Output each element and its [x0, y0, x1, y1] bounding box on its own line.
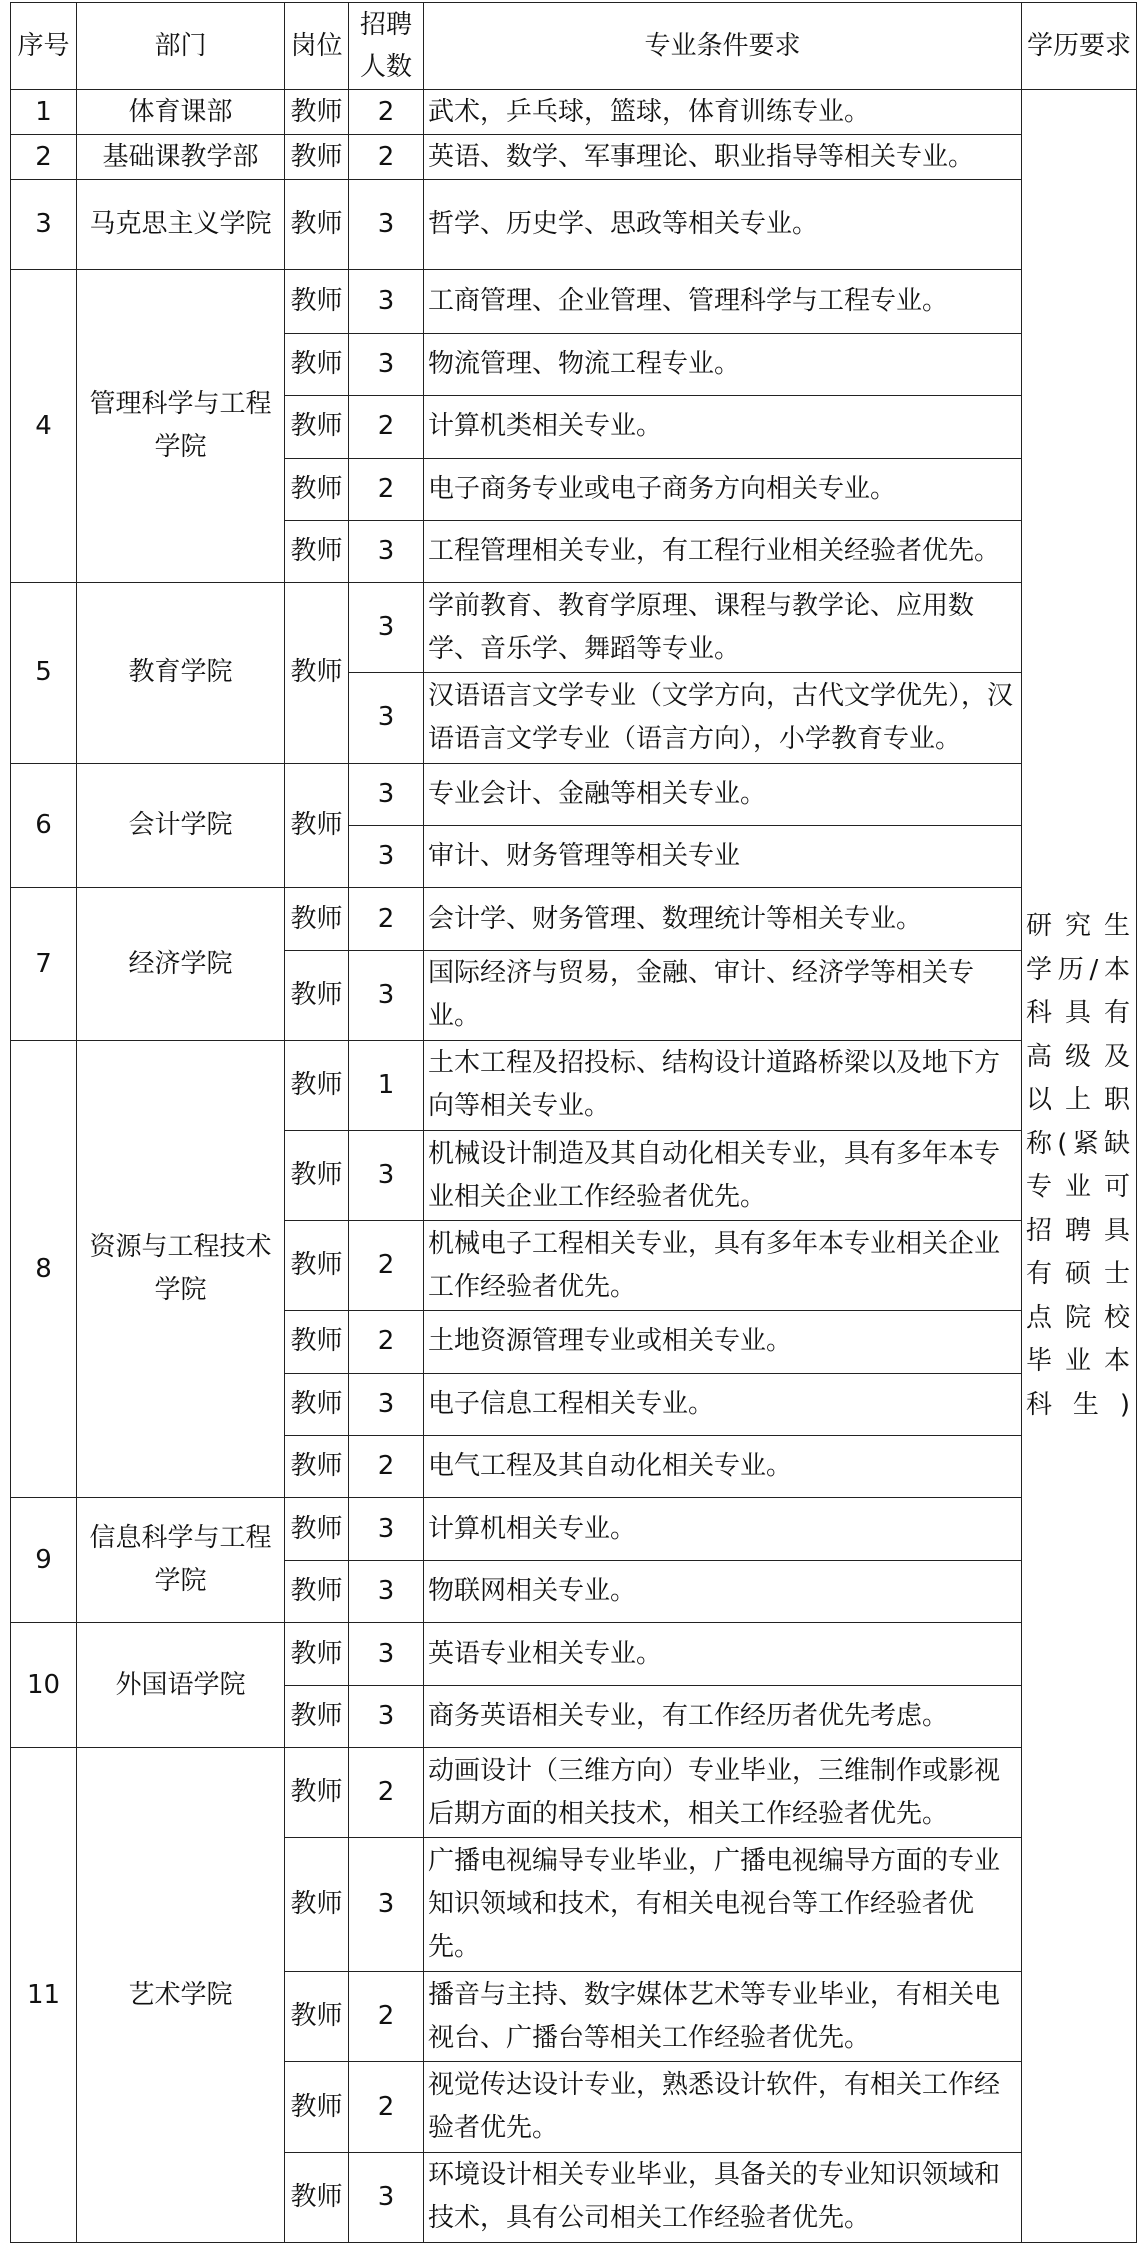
table-row: [11, 180, 1137, 270]
requirement-cell: 物联网相关专业。: [424, 1560, 1022, 1622]
position-cell: 教师: [285, 1040, 349, 1130]
headcount-cell: 3: [349, 520, 424, 582]
headcount-cell: 3: [349, 950, 424, 1040]
requirement-cell: 英语专业相关专业。: [424, 1623, 1022, 1685]
seq-cell: 11: [11, 1748, 77, 2243]
position-cell: 教师: [285, 763, 349, 888]
requirement-cell: 英语、数学、军事理论、职业指导等相关专业。: [424, 135, 1022, 180]
position-cell: 教师: [285, 135, 349, 180]
requirement-cell: 机械设计制造及其自动化相关专业，具有多年本专业相关企业工作经验者优先。: [424, 1131, 1022, 1221]
requirement-cell: 工商管理、企业管理、管理科学与工程专业。: [424, 270, 1022, 333]
requirement-cell: 土木工程及招投标、结构设计道路桥梁以及地下方向等相关专业。: [424, 1040, 1022, 1130]
position-cell: 教师: [285, 1311, 349, 1373]
table-row: [11, 270, 1137, 333]
position-cell: 教师: [285, 888, 349, 950]
table-row: [11, 1623, 1137, 1685]
headcount-cell: 3: [349, 1838, 424, 1972]
position-cell: 教师: [285, 458, 349, 520]
header-row: [11, 3, 1137, 90]
seq-cell: 3: [11, 180, 77, 270]
seq-cell: 9: [11, 1498, 77, 1623]
headcount-cell: 3: [349, 1373, 424, 1435]
seq-cell: 5: [11, 583, 77, 763]
position-cell: 教师: [285, 180, 349, 270]
position-cell: 教师: [285, 1131, 349, 1221]
headcount-cell: 2: [349, 1436, 424, 1498]
position-cell: 教师: [285, 583, 349, 763]
position-cell: 教师: [285, 1838, 349, 1972]
requirement-cell: 电子商务专业或电子商务方向相关专业。: [424, 458, 1022, 520]
requirement-cell: 汉语语言文学专业（文学方向，古代文学优先），汉语语言文学专业（语言方向），小学教育专业。: [424, 673, 1022, 763]
position-cell: 教师: [285, 1972, 349, 2062]
seq-cell: 1: [11, 90, 77, 135]
department-cell: 教育学院: [77, 583, 285, 763]
department-cell: 艺术学院: [77, 1748, 285, 2243]
table-row: [11, 90, 1137, 135]
header-requirements: 专业条件要求: [424, 3, 1022, 90]
table-row: [11, 1040, 1137, 1130]
position-cell: 教师: [285, 1560, 349, 1622]
requirement-cell: 计算机类相关专业。: [424, 396, 1022, 458]
headcount-cell: 2: [349, 135, 424, 180]
table-row: [11, 1748, 1137, 1838]
headcount-cell: 3: [349, 673, 424, 763]
seq-cell: 4: [11, 270, 77, 583]
headcount-cell: 2: [349, 396, 424, 458]
requirement-cell: 学前教育、教育学原理、课程与教学论、应用数学、音乐学、舞蹈等专业。: [424, 583, 1022, 673]
requirement-cell: 土地资源管理专业或相关专业。: [424, 1311, 1022, 1373]
position-cell: 教师: [285, 2152, 349, 2242]
header-headcount: 招聘人数: [349, 3, 424, 90]
position-cell: 教师: [285, 333, 349, 395]
department-cell: 马克思主义学院: [77, 180, 285, 270]
headcount-cell: 1: [349, 1040, 424, 1130]
position-cell: 教师: [285, 1685, 349, 1747]
headcount-cell: 3: [349, 763, 424, 825]
headcount-cell: 2: [349, 1311, 424, 1373]
headcount-cell: 2: [349, 1972, 424, 2062]
position-cell: 教师: [285, 520, 349, 582]
headcount-cell: 2: [349, 2062, 424, 2152]
requirement-cell: 工程管理相关专业，有工程行业相关经验者优先。: [424, 520, 1022, 582]
header-department: 部门: [77, 3, 285, 90]
seq-cell: 7: [11, 888, 77, 1041]
education-requirement-cell: 研究生学历/本科具有高级及以上职称(紧缺专业可招聘具有硕士点院校毕业本科生): [1022, 90, 1137, 2243]
headcount-cell: 3: [349, 1131, 424, 1221]
requirement-cell: 计算机相关专业。: [424, 1498, 1022, 1560]
department-cell: 管理科学与工程学院: [77, 270, 285, 583]
table-row: [11, 888, 1137, 950]
department-cell: 会计学院: [77, 763, 285, 888]
table-row: [11, 135, 1137, 180]
headcount-cell: 3: [349, 1560, 424, 1622]
position-cell: 教师: [285, 1623, 349, 1685]
requirement-cell: 广播电视编导专业毕业，广播电视编导方面的专业知识领域和技术，有相关电视台等工作经验者优先。: [424, 1838, 1022, 1972]
headcount-cell: 2: [349, 1748, 424, 1838]
headcount-cell: 2: [349, 1221, 424, 1311]
position-cell: 教师: [285, 90, 349, 135]
headcount-cell: 2: [349, 458, 424, 520]
requirement-cell: 环境设计相关专业毕业，具备关的专业知识领域和技术，具有公司相关工作经验者优先。: [424, 2152, 1022, 2242]
department-cell: 基础课教学部: [77, 135, 285, 180]
headcount-cell: 3: [349, 180, 424, 270]
headcount-cell: 3: [349, 2152, 424, 2242]
headcount-cell: 3: [349, 1498, 424, 1560]
requirement-cell: 机械电子工程相关专业，具有多年本专业相关企业工作经验者优先。: [424, 1221, 1022, 1311]
header-education: 学历要求: [1022, 3, 1137, 90]
department-cell: 资源与工程技术学院: [77, 1040, 285, 1498]
header-seq: 序号: [11, 3, 77, 90]
department-cell: 经济学院: [77, 888, 285, 1041]
seq-cell: 10: [11, 1623, 77, 1748]
headcount-cell: 3: [349, 825, 424, 887]
position-cell: 教师: [285, 1498, 349, 1560]
position-cell: 教师: [285, 1221, 349, 1311]
requirement-cell: 商务英语相关专业，有工作经历者优先考虑。: [424, 1685, 1022, 1747]
department-cell: 信息科学与工程学院: [77, 1498, 285, 1623]
recruitment-table: [10, 2, 1137, 2243]
table-row: [11, 763, 1137, 825]
position-cell: 教师: [285, 270, 349, 333]
position-cell: 教师: [285, 396, 349, 458]
headcount-cell: 3: [349, 1685, 424, 1747]
position-cell: 教师: [285, 1748, 349, 1838]
requirement-cell: 视觉传达设计专业，熟悉设计软件，有相关工作经验者优先。: [424, 2062, 1022, 2152]
requirement-cell: 审计、财务管理等相关专业: [424, 825, 1022, 887]
requirement-cell: 电气工程及其自动化相关专业。: [424, 1436, 1022, 1498]
department-cell: 体育课部: [77, 90, 285, 135]
position-cell: 教师: [285, 2062, 349, 2152]
header-position: 岗位: [285, 3, 349, 90]
position-cell: 教师: [285, 1436, 349, 1498]
position-cell: 教师: [285, 1373, 349, 1435]
requirement-cell: 会计学、财务管理、数理统计等相关专业。: [424, 888, 1022, 950]
requirement-cell: 物流管理、物流工程专业。: [424, 333, 1022, 395]
requirement-cell: 国际经济与贸易，金融、审计、经济学等相关专业。: [424, 950, 1022, 1040]
seq-cell: 6: [11, 763, 77, 888]
headcount-cell: 2: [349, 888, 424, 950]
headcount-cell: 3: [349, 270, 424, 333]
requirement-cell: 专业会计、金融等相关专业。: [424, 763, 1022, 825]
table-row: [11, 583, 1137, 673]
requirement-cell: 武术，乒乓球，篮球，体育训练专业。: [424, 90, 1022, 135]
table-row: [11, 1498, 1137, 1560]
requirement-cell: 动画设计（三维方向）专业毕业，三维制作或影视后期方面的相关技术，相关工作经验者优先。: [424, 1748, 1022, 1838]
headcount-cell: 3: [349, 1623, 424, 1685]
requirement-cell: 播音与主持、数字媒体艺术等专业毕业，有相关电视台、广播台等相关工作经验者优先。: [424, 1972, 1022, 2062]
position-cell: 教师: [285, 950, 349, 1040]
headcount-cell: 2: [349, 90, 424, 135]
seq-cell: 2: [11, 135, 77, 180]
department-cell: 外国语学院: [77, 1623, 285, 1748]
headcount-cell: 3: [349, 333, 424, 395]
requirement-cell: 哲学、历史学、思政等相关专业。: [424, 180, 1022, 270]
seq-cell: 8: [11, 1040, 77, 1498]
requirement-cell: 电子信息工程相关专业。: [424, 1373, 1022, 1435]
headcount-cell: 3: [349, 583, 424, 673]
